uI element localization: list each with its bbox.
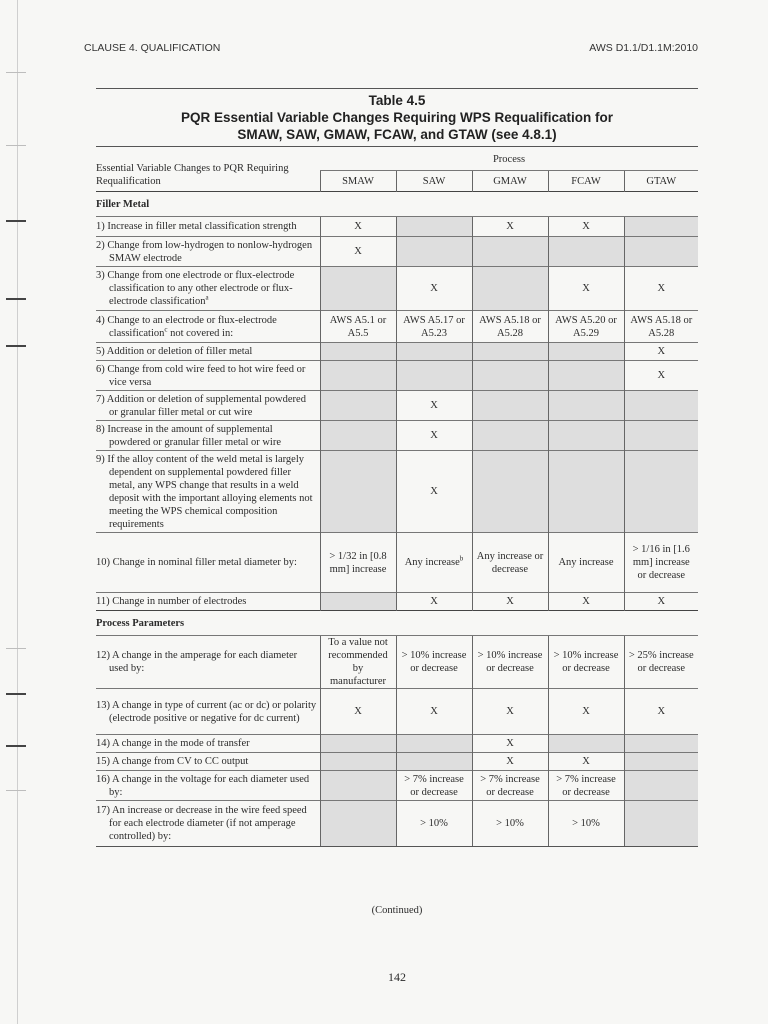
cell-value: > 10% increase or decrease xyxy=(401,650,467,674)
cell-value: AWS A5.17 or A5.23 xyxy=(403,314,465,339)
standard-label: AWS D1.1/D1.1M:2010 xyxy=(589,42,698,54)
cell-smaw xyxy=(320,451,396,533)
variable-description xyxy=(96,217,320,237)
cell-value: > 7% increase or decrease xyxy=(480,773,540,798)
cell-value: X xyxy=(582,706,590,717)
cell-value: X xyxy=(582,596,590,607)
pqr-variables-table xyxy=(96,148,698,847)
cell-value: X xyxy=(506,706,514,717)
variable-description xyxy=(96,593,320,611)
cell-gtaw xyxy=(624,636,698,689)
cell-value: X xyxy=(657,596,666,607)
cell-smaw xyxy=(320,267,396,311)
cell-fcaw xyxy=(548,451,624,533)
cell-smaw xyxy=(320,533,396,593)
cell-saw xyxy=(396,237,472,267)
column-header-gmaw: GMAW xyxy=(472,171,548,192)
cell-value: X xyxy=(506,738,514,749)
cell-fcaw xyxy=(548,753,624,771)
cell-gmaw xyxy=(472,753,548,771)
table-row xyxy=(96,735,698,753)
variable-description xyxy=(96,361,320,391)
footnote-marker: b xyxy=(459,554,464,563)
cell-fcaw xyxy=(548,267,624,311)
cell-fcaw xyxy=(548,771,624,801)
cell-gtaw xyxy=(624,801,698,847)
cell-value: X xyxy=(582,283,590,294)
description-text: 3) Change from one electrode or flux-electrode classification to any other electrode or flux-electrode classification xyxy=(96,270,295,307)
cell-smaw xyxy=(320,391,396,421)
clause-label: CLAUSE 4. QUALIFICATION xyxy=(84,42,221,54)
cell-value: > 7% increase or decrease xyxy=(556,773,616,798)
cell-gtaw xyxy=(624,343,698,361)
table-row xyxy=(96,451,698,533)
variable-description xyxy=(96,237,320,267)
table-row xyxy=(96,636,698,689)
cell-value: > 10% increase or decrease xyxy=(553,650,619,674)
cell-value: X xyxy=(657,283,666,294)
table-row xyxy=(96,533,698,593)
cell-gmaw xyxy=(472,267,548,311)
cell-saw xyxy=(396,267,472,311)
cell-fcaw xyxy=(548,636,624,689)
cell-saw xyxy=(396,593,472,611)
description-text: 12) A change in the amperage for each diameter used by: xyxy=(96,650,298,674)
cell-gtaw xyxy=(624,593,698,611)
cell-gtaw xyxy=(624,771,698,801)
column-header-saw: SAW xyxy=(396,171,472,192)
cell-value: > 25% increase or decrease xyxy=(628,650,694,674)
cell-saw xyxy=(396,771,472,801)
cell-gmaw xyxy=(472,771,548,801)
cell-gmaw xyxy=(472,451,548,533)
cell-value: Any increase xyxy=(558,557,614,568)
table-row xyxy=(96,689,698,735)
cell-saw xyxy=(396,451,472,533)
cell-saw xyxy=(396,689,472,735)
cell-gmaw xyxy=(472,237,548,267)
cell-gtaw xyxy=(624,735,698,753)
description-text: 2) Change from low-hydrogen to nonlow-hydrogen SMAW electrode xyxy=(96,239,313,264)
variable-description xyxy=(96,771,320,801)
table-row xyxy=(96,217,698,237)
cell-gmaw xyxy=(472,735,548,753)
cell-smaw xyxy=(320,636,396,689)
cell-value: X xyxy=(354,246,362,257)
table-row xyxy=(96,391,698,421)
cell-gtaw xyxy=(624,451,698,533)
cell-value: X xyxy=(506,756,514,767)
cell-fcaw xyxy=(548,533,624,593)
cell-value: AWS A5.20 or A5.29 xyxy=(555,314,617,339)
table-caption-line1: PQR Essential Variable Changes Requiring WPS Requalification for xyxy=(180,110,614,125)
cell-gmaw xyxy=(472,361,548,391)
cell-gmaw xyxy=(472,343,548,361)
section-heading: Filler Metal xyxy=(96,192,698,217)
cell-smaw xyxy=(320,801,396,847)
footnote-marker: c xyxy=(164,325,168,333)
cell-smaw xyxy=(320,735,396,753)
cell-gmaw xyxy=(472,636,548,689)
variable-description xyxy=(96,343,320,361)
cell-fcaw xyxy=(548,735,624,753)
cell-saw xyxy=(396,753,472,771)
cell-value: X xyxy=(582,221,590,232)
cell-value: X xyxy=(582,756,590,767)
title-rule xyxy=(96,146,698,147)
cell-smaw xyxy=(320,217,396,237)
column-header-fcaw: FCAW xyxy=(548,171,624,192)
cell-value: > 7% increase or decrease xyxy=(404,773,464,798)
cell-saw xyxy=(396,801,472,847)
cell-smaw xyxy=(320,237,396,267)
cell-saw xyxy=(396,391,472,421)
table-row xyxy=(96,343,698,361)
table-row xyxy=(96,421,698,451)
cell-fcaw xyxy=(548,801,624,847)
cell-value: To a value not recommended by manufacturer xyxy=(328,637,388,687)
footnote-marker: a xyxy=(205,293,209,302)
description-text: 13) A change in type of current (ac or dc) or polarity (electrode positive or negative for dc current) xyxy=(96,699,317,724)
cell-saw xyxy=(396,361,472,391)
table-caption-line2: SMAW, SAW, GMAW, FCAW, and GTAW (see 4.8.1) xyxy=(237,127,557,142)
description-text: 14) A change in the mode of transfer xyxy=(96,738,250,749)
page-number: 142 xyxy=(388,970,406,984)
description-text: 11) Change in number of electrodes xyxy=(96,596,247,607)
cell-value: X xyxy=(430,283,438,294)
cell-fcaw xyxy=(548,237,624,267)
variable-description xyxy=(96,636,320,689)
cell-smaw xyxy=(320,311,396,343)
description-text: 16) A change in the voltage for each diameter used by: xyxy=(96,773,310,798)
table-row xyxy=(96,753,698,771)
column-header-smaw: SMAW xyxy=(320,171,396,192)
cell-saw xyxy=(396,311,472,343)
description-text: 17) An increase or decrease in the wire feed speed for each electrode diameter (if not amperage controlled) by: xyxy=(96,805,307,842)
table-row xyxy=(96,593,698,611)
cell-smaw xyxy=(320,361,396,391)
variable-description xyxy=(96,391,320,421)
cell-gtaw xyxy=(624,267,698,311)
cell-gmaw xyxy=(472,689,548,735)
description-text-tail: not covered in: xyxy=(167,327,234,339)
cell-fcaw xyxy=(548,391,624,421)
cell-gmaw xyxy=(472,421,548,451)
variable-description xyxy=(96,753,320,771)
cell-value: AWS A5.1 or A5.5 xyxy=(329,314,387,339)
cell-fcaw xyxy=(548,361,624,391)
cell-gtaw xyxy=(624,689,698,735)
cell-gtaw xyxy=(624,533,698,593)
cell-value: X xyxy=(430,430,438,441)
margin-marks xyxy=(0,0,30,1024)
cell-value: X xyxy=(430,400,438,411)
cell-gmaw xyxy=(472,391,548,421)
cell-value: X xyxy=(657,706,666,717)
table-row xyxy=(96,311,698,343)
cell-value: X xyxy=(506,221,514,232)
cell-fcaw xyxy=(548,593,624,611)
cell-gtaw xyxy=(624,217,698,237)
table-number: Table 4.5 xyxy=(368,93,426,108)
cell-value: X xyxy=(657,346,666,357)
cell-smaw xyxy=(320,593,396,611)
header-process: Process xyxy=(492,153,526,165)
description-text: 5) Addition or deletion of filler metal xyxy=(96,346,253,357)
description-text: 10) Change in nominal filler metal diameter by: xyxy=(96,557,297,568)
cell-saw xyxy=(396,735,472,753)
cell-gmaw xyxy=(472,311,548,343)
description-text: 6) Change from cold wire feed to hot wire feed or vice versa xyxy=(96,363,306,388)
variable-description xyxy=(96,267,320,311)
variable-description xyxy=(96,421,320,451)
cell-value: Any increase or decrease xyxy=(476,550,544,575)
cell-gmaw xyxy=(472,801,548,847)
cell-fcaw xyxy=(548,217,624,237)
cell-value: Any increase xyxy=(404,557,460,568)
cell-fcaw xyxy=(548,311,624,343)
cell-gmaw xyxy=(472,593,548,611)
variable-description xyxy=(96,689,320,735)
cell-value: AWS A5.18 or A5.28 xyxy=(479,314,541,339)
table-row xyxy=(96,361,698,391)
cell-smaw xyxy=(320,771,396,801)
table-row xyxy=(96,237,698,267)
running-header xyxy=(84,42,698,54)
cell-value: X xyxy=(506,596,514,607)
variable-description xyxy=(96,735,320,753)
cell-value: X xyxy=(430,486,438,497)
variable-description xyxy=(96,311,320,343)
cell-saw xyxy=(396,421,472,451)
cell-smaw xyxy=(320,689,396,735)
section-heading: Process Parameters xyxy=(96,611,698,636)
cell-value: > 10% xyxy=(420,818,448,829)
description-text: 8) Increase in the amount of supplemental powdered or granular filler metal or wire xyxy=(96,423,282,448)
cell-smaw xyxy=(320,343,396,361)
cell-saw xyxy=(396,343,472,361)
cell-gtaw xyxy=(624,391,698,421)
cell-fcaw xyxy=(548,689,624,735)
cell-value: AWS A5.18 or A5.28 xyxy=(630,314,693,339)
cell-value: X xyxy=(657,370,666,381)
description-text: 9) If the alloy content of the weld metal is largely dependent on supplemental powdered filler metal, any WPS change that results in a weld deposit with the important alloying elements not meeting the WPS chemical composition requirements xyxy=(96,453,313,530)
cell-gtaw xyxy=(624,421,698,451)
cell-fcaw xyxy=(548,421,624,451)
cell-smaw xyxy=(320,421,396,451)
cell-saw xyxy=(396,533,472,593)
table-title xyxy=(96,92,698,143)
description-text: 4) Change to an electrode or flux-electrode classification xyxy=(96,314,277,339)
cell-value: > 1/16 in [1.6 mm] increase or decrease xyxy=(632,544,690,581)
column-header-gtaw: GTAW xyxy=(624,171,698,192)
table-row xyxy=(96,267,698,311)
description-text: 1) Increase in filler metal classification strength xyxy=(96,221,297,232)
variable-description xyxy=(96,801,320,847)
continued-note: (Continued) xyxy=(371,905,423,916)
cell-gtaw xyxy=(624,311,698,343)
table-row xyxy=(96,771,698,801)
description-text: 7) Addition or deletion of supplemental powdered or granular filler metal or cut wire xyxy=(96,393,306,418)
cell-gtaw xyxy=(624,237,698,267)
cell-value: > 1/32 in [0.8 mm] increase xyxy=(329,550,387,575)
cell-saw xyxy=(396,636,472,689)
cell-value: > 10% increase or decrease xyxy=(477,650,543,674)
header-essential-variable: Essential Variable Changes to PQR Requiring Requalification xyxy=(96,163,289,187)
cell-value: X xyxy=(354,706,362,717)
cell-fcaw xyxy=(548,343,624,361)
cell-value: X xyxy=(354,221,362,232)
cell-gtaw xyxy=(624,753,698,771)
table-row xyxy=(96,801,698,847)
variable-description xyxy=(96,451,320,533)
description-text: 15) A change from CV to CC output xyxy=(96,756,249,767)
cell-value: > 10% xyxy=(572,818,600,829)
cell-gmaw xyxy=(472,533,548,593)
cell-saw xyxy=(396,217,472,237)
cell-value: X xyxy=(430,596,438,607)
cell-smaw xyxy=(320,753,396,771)
cell-value: > 10% xyxy=(496,818,524,829)
top-rule xyxy=(96,88,698,89)
cell-gtaw xyxy=(624,361,698,391)
variable-description xyxy=(96,533,320,593)
cell-value: X xyxy=(430,706,438,717)
cell-gmaw xyxy=(472,217,548,237)
